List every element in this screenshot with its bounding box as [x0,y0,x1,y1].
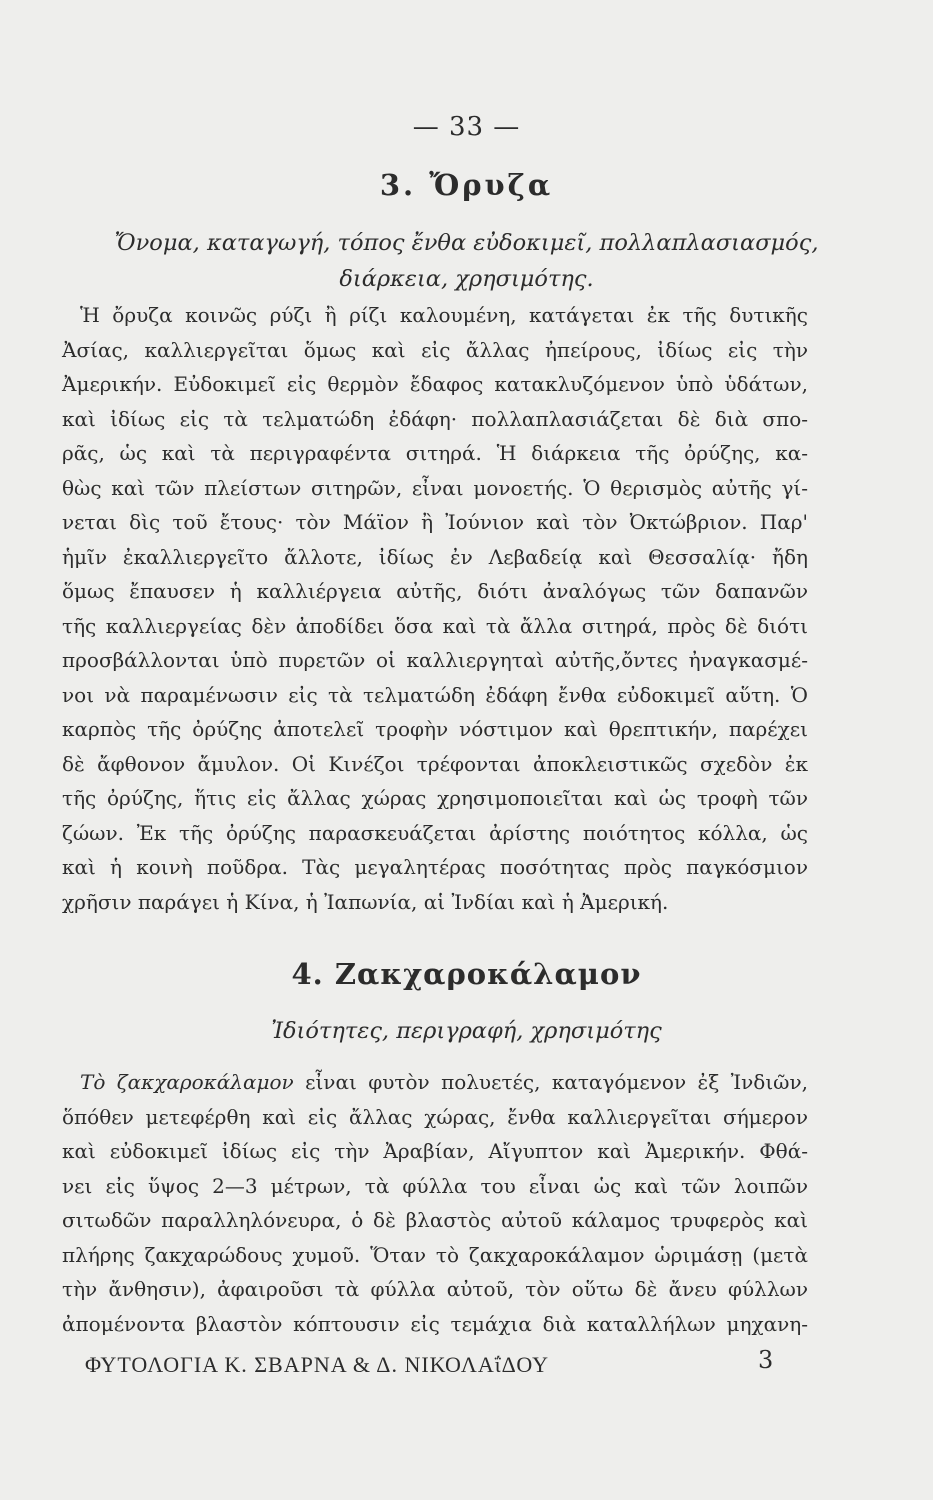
footer-imprint: ΦΥΤΟΛΟΓΙΑ Κ. ΣΒΑΡΝΑ & Δ. ΝΙΚΟΛΑΐΔΟΥ [85,1352,550,1377]
text-line: νεται δὶς τοῦ ἔτους· τὸν Μάϊον ἢ Ἰούνιον καὶ τὸν Ὀκτώβριον. Παρ' [62,510,808,534]
text-line: τὴν ἄνθησιν), ἀφαιροῦσι τὰ φύλλα αὐτοῦ, τὸν οὕτω δὲ ἄνευ φύλλων [62,1277,808,1301]
text-line: ὅπόθεν μετεφέρθη καὶ εἰς ἄλλας χώρας, ἔνθα καλλιεργεῖται σήμερον [62,1104,808,1129]
text-line: ἀπομένοντα βλαστὸν κόπτουσιν εἰς τεμάχια διὰ καταλλήλων μηχανη- [62,1311,808,1336]
text-line: χρῆσιν παράγει ἡ Κίνα, ἡ Ἰαπωνία, αἱ Ἰνδίαι καὶ ἡ Ἀμερική. [62,889,669,914]
text-line: σιτωδῶν παραλληλόνευρα, ὁ δὲ βλαστὸς αὐτοῦ κάλαμος τρυφερὸς καὶ [62,1208,808,1232]
signature-mark: 3 [758,1346,774,1374]
text-line: τῆς ὀρύζης, ἥτις εἰς ἄλλας χώρας χρησιμοποιεῖται καὶ ὡς τροφὴ τῶν [62,786,808,810]
text-line: Ἀσίας, καλλιεργεῖται ὅμως καὶ εἰς ἄλλας ἠπείρους, ἰδίως εἰς τὴν [62,337,808,362]
text-line: ρᾶς, ὡς καὶ τὰ περιγραφέντα σιτηρά. Ἡ διάρκεια τῆς ὀρύζης, κα- [62,441,808,465]
text-line: Ἡ ὄρυζα κοινῶς ρύζι ἢ ρίζι καλουμένη, κατάγεται ἐκ τῆς δυτικῆς [80,303,808,327]
text-line: ὅμως ἔπαυσεν ἡ καλλιέργεια αὐτῆς, διότι ἀναλόγως τῶν δαπανῶν [62,579,808,603]
text-line: καρπὸς τῆς ὀρύζης ἀποτελεῖ τροφὴν νόστιμον καὶ θρεπτικήν, παρέχει [62,717,808,741]
text-line: ἡμῖν ἐκαλλιεργεῖτο ἄλλοτε, ἰδίως ἐν Λεβαδείᾳ καὶ Θεσσαλίᾳ· ἤδη [62,544,808,569]
subtitle-line: Ὄνομα, καταγωγή, τόπος ἔνθα εὐδοκιμεῖ, πολλαπλασιασμός, [114,230,819,256]
section-body-rice [62,298,808,919]
page-footer [0,1346,933,1386]
text-line: δὲ ἄφθονον ἄμυλον. Οἱ Κινέζοι τρέφονται ἀποκλειστικῶς σχεδὸν ἐκ [62,751,808,776]
text-line: ζώων. Ἐκ τῆς ὀρύζης παρασκευάζεται ἀρίστης ποιότητος κόλλα, ὡς [62,820,808,845]
text-line: νει εἰς ὕψος 2—3 μέτρων, τὰ φύλλα του εἶναι ὡς καὶ τῶν λοιπῶν [62,1173,808,1198]
text-line: θὼς καὶ τῶν πλείστων σιτηρῶν, εἶναι μονοετής. Ὁ θερισμὸς αὐτῆς γί- [62,475,808,500]
text-line: καὶ ἰδίως εἰς τὰ τελματώδη ἐδάφη· πολλαπλασιάζεται δὲ διὰ σπο- [62,406,808,431]
section-title-sugarcane: 4. Ζακχαροκάλαμον [291,957,642,991]
text-line: Ἀμερικήν. Εὐδοκιμεῖ εἰς θερμὸν ἔδαφος κατακλυζόμενον ὑπὸ ὑδάτων, [62,372,808,396]
section-body-sugarcane [62,1065,808,1341]
text-line: προσβάλλονται ὑπὸ πυρετῶν οἱ καλλιεργηταὶ αὐτῆς,ὄντες ἠναγκασμέ- [62,648,808,672]
section-subtitle-sugarcane: Ἰδιότητες, περιγραφή, χρησιμότης [271,1018,662,1044]
section-title-rice: 3. Ὄρυζα [379,168,554,202]
text-line: τῆς καλλιεργείας δὲν ἀποδίδει ὅσα καὶ τὰ ἄλλα σιτηρά, πρὸς δὲ διότι [62,613,808,638]
lead-term: Τὸ ζακχαροκάλαμον [80,1070,294,1094]
text-line [62,1065,808,1100]
text-line: καὶ εὐδοκιμεῖ ἰδίως εἰς τὴν Ἀραβίαν, Αἴγυπτον καὶ Ἀμερικήν. Φθά- [62,1139,808,1163]
text-line: νοι νὰ παραμένωσιν εἰς τὰ τελματώδη ἐδάφη ἔνθα εὐδοκιμεῖ αὕτη. Ὁ [62,682,808,707]
section-subtitle-rice [0,225,933,297]
subtitle-line: διάρκεια, χρησιμότης. [339,266,594,292]
text-line-rest: εἶναι φυτὸν πολυετές, καταγόμενον ἐξ Ἰνδιῶν, [293,1070,809,1094]
page-number: — 33 — [412,112,521,142]
text-line: πλήρης ζακχαρώδους χυμοῦ. Ὅταν τὸ ζακχαροκάλαμον ὡριμάσῃ (μετὰ [62,1242,808,1267]
text-line: καὶ ἡ κοινὴ ποῦδρα. Τὰς μεγαλητέρας ποσότητας πρὸς παγκόσμιον [62,855,808,879]
